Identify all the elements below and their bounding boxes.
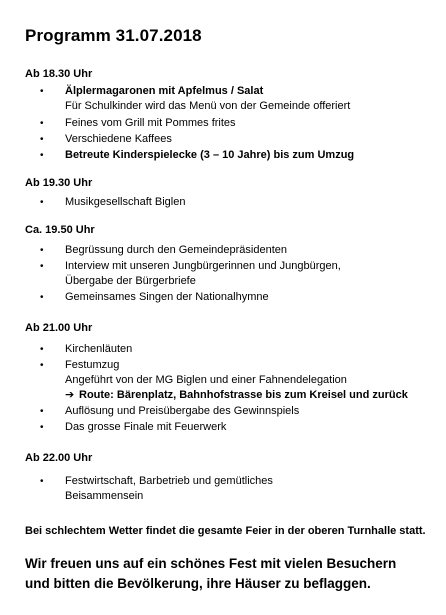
closing-line-1: Wir freuen uns auf ein schönes Fest mit vielen Besuchern bbox=[25, 556, 397, 571]
list-item-subtext: Beisammensein bbox=[65, 490, 144, 502]
list-item: Feines vom Grill mit Pommes frites bbox=[65, 117, 236, 129]
section-time-3: Ca. 19.50 Uhr bbox=[25, 224, 95, 236]
list-item: Begrüssung durch den Gemeindepräsidenten bbox=[65, 244, 287, 256]
bullet-icon: • bbox=[40, 344, 44, 355]
closing-line-2: und bitten die Bevölkerung, ihre Häuser zu beflaggen. bbox=[25, 576, 371, 591]
list-item: Betreute Kinderspielecke (3 – 10 Jahre) bis zum Umzug bbox=[65, 149, 355, 161]
route-text: Route: Bärenplatz, Bahnhofstrasse bis zum Kreisel und zurück bbox=[79, 389, 408, 401]
arrow-right-icon: ➔ bbox=[65, 389, 75, 401]
bullet-icon: • bbox=[40, 422, 44, 433]
list-item-subtext: Angeführt von der MG Biglen und einer Fahnendelegation bbox=[65, 374, 347, 386]
bullet-icon: • bbox=[40, 86, 44, 97]
bullet-icon: • bbox=[40, 360, 44, 371]
list-item: Gemeinsames Singen der Nationalhymne bbox=[65, 291, 269, 303]
list-item: Musikgesellschaft Biglen bbox=[65, 196, 186, 208]
section-time-5: Ab 22.00 Uhr bbox=[25, 452, 93, 464]
list-item: Auflösung und Preisübergabe des Gewinnspiels bbox=[65, 405, 300, 417]
list-item: Festumzug bbox=[65, 359, 120, 371]
section-time-1: Ab 18.30 Uhr bbox=[25, 68, 93, 80]
bullet-icon: • bbox=[40, 292, 44, 303]
list-item: Interview mit unseren Jungbürgerinnen und Jungbürgen, bbox=[65, 260, 341, 272]
bullet-icon: • bbox=[40, 197, 44, 208]
section-time-2: Ab 19.30 Uhr bbox=[25, 177, 93, 189]
bullet-icon: • bbox=[40, 476, 44, 487]
weather-note: Bei schlechtem Wetter findet die gesamte Feier in der oberen Turnhalle statt. bbox=[25, 525, 426, 537]
list-item-subtext: Für Schulkinder wird das Menü von der Gemeinde offeriert bbox=[65, 100, 351, 112]
bullet-icon: • bbox=[40, 406, 44, 417]
bullet-icon: • bbox=[40, 150, 44, 161]
bullet-icon: • bbox=[40, 134, 44, 145]
list-item: Das grosse Finale mit Feuerwerk bbox=[65, 421, 227, 433]
section-time-4: Ab 21.00 Uhr bbox=[25, 322, 93, 334]
list-item: Kirchenläuten bbox=[65, 343, 133, 355]
list-item: Festwirtschaft, Barbetrieb und gemütliches bbox=[65, 475, 273, 487]
bullet-icon: • bbox=[40, 245, 44, 256]
list-item-subtext: Übergabe der Bürgerbriefe bbox=[65, 275, 196, 287]
list-item: Verschiedene Kaffees bbox=[65, 133, 172, 145]
page-title: Programm 31.07.2018 bbox=[25, 26, 202, 45]
bullet-icon: • bbox=[40, 261, 44, 272]
bullet-icon: • bbox=[40, 118, 44, 129]
route-line bbox=[65, 388, 408, 403]
list-item: Älplermagaronen mit Apfelmus / Salat bbox=[65, 85, 264, 97]
